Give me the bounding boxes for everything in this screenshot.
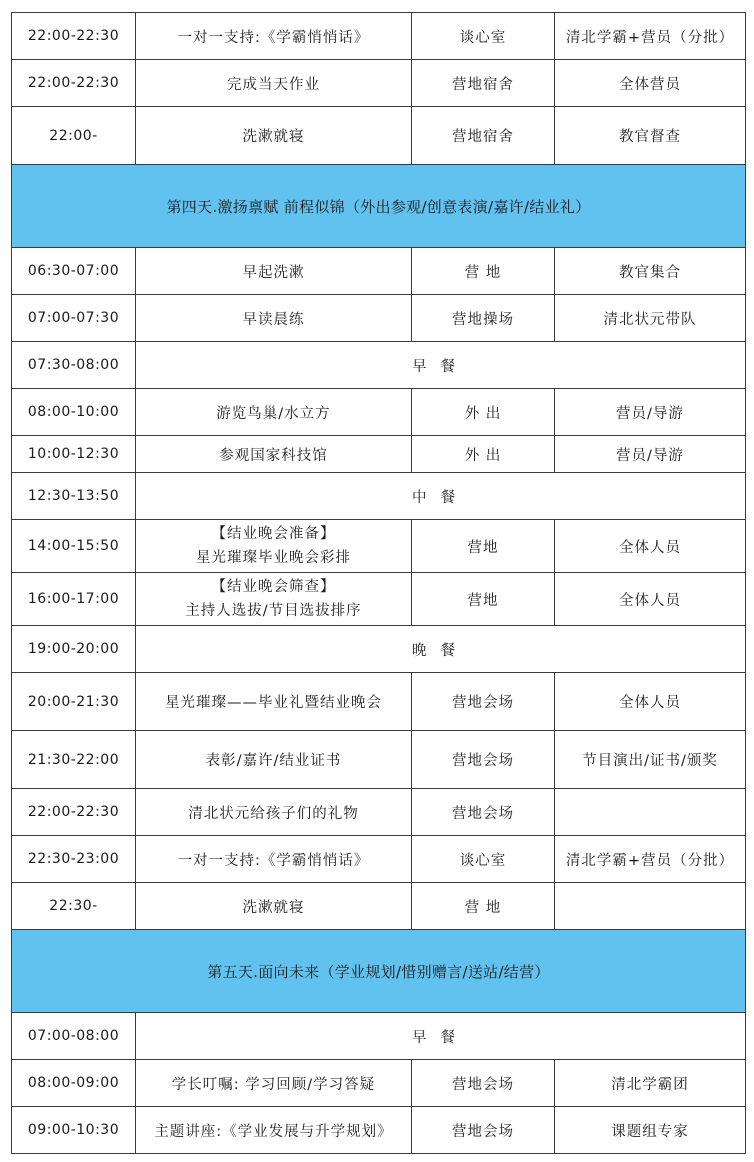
table-row: [12, 389, 746, 436]
staff-cell: 清北学霸+营员（分批）: [555, 13, 746, 60]
activity-cell: 洗漱就寝: [136, 883, 412, 930]
location-cell: 营地会场: [412, 731, 555, 789]
meal-row: [12, 1013, 746, 1060]
time-cell: 22:00-22:30: [12, 60, 136, 107]
meal-cell: [136, 1013, 746, 1060]
time-cell: 07:30-08:00: [12, 342, 136, 389]
activity-cell: 早起洗漱: [136, 248, 412, 295]
activity-cell: 洗漱就寝: [136, 107, 412, 165]
time-cell: 14:00-15:50: [12, 520, 136, 573]
table-row: [12, 436, 746, 473]
location-cell: 营地: [412, 520, 555, 573]
table-row: [12, 13, 746, 60]
activity-cell: 一对一支持:《学霸悄悄话》: [136, 836, 412, 883]
day-header-title: 第四天.激扬禀赋 前程似锦（外出参观/创意表演/嘉许/结业礼）: [12, 165, 746, 248]
activity-cell: 星光璀璨——毕业礼暨结业晚会: [136, 673, 412, 731]
time-cell: 07:00-07:30: [12, 295, 136, 342]
staff-cell: 教官督查: [555, 107, 746, 165]
time-cell: 08:00-09:00: [12, 1060, 136, 1107]
location-cell: 营地会场: [412, 673, 555, 731]
table-row: [12, 60, 746, 107]
meal-cell: [136, 626, 746, 673]
activity-cell: 参观国家科技馆: [136, 436, 412, 473]
staff-cell: [555, 883, 746, 930]
location-cell: 营地操场: [412, 295, 555, 342]
location-cell: 营地宿舍: [412, 60, 555, 107]
staff-cell: [555, 789, 746, 836]
activity-line: 【结业晚会准备】: [211, 526, 336, 542]
meal-label: 早餐: [412, 358, 469, 375]
location-cell: 营地宿舍: [412, 107, 555, 165]
staff-cell: 全体营员: [555, 60, 746, 107]
activity-cell: [136, 573, 412, 626]
time-cell: 22:30-23:00: [12, 836, 136, 883]
staff-cell: 全体人员: [555, 520, 746, 573]
meal-cell: [136, 342, 746, 389]
day-header-title: 第五天.面向未来（学业规划/惜别赠言/送站/结营）: [12, 930, 746, 1013]
staff-cell: 清北学霸团: [555, 1060, 746, 1107]
activity-cell: 主题讲座:《学业发展与升学规划》: [136, 1107, 412, 1154]
table-row: [12, 248, 746, 295]
location-cell: 营 地: [412, 248, 555, 295]
time-cell: 22:00-: [12, 107, 136, 165]
staff-cell: 营员/导游: [555, 436, 746, 473]
time-cell: 10:00-12:30: [12, 436, 136, 473]
location-cell: 外 出: [412, 389, 555, 436]
location-cell: 营地: [412, 573, 555, 626]
location-cell: 营地会场: [412, 789, 555, 836]
meal-row: [12, 473, 746, 520]
staff-cell: 营员/导游: [555, 389, 746, 436]
time-cell: 09:00-10:30: [12, 1107, 136, 1154]
activity-cell: 一对一支持:《学霸悄悄话》: [136, 13, 412, 60]
table-row: [12, 731, 746, 789]
schedule-table: [11, 12, 746, 1154]
location-cell: 谈心室: [412, 13, 555, 60]
time-cell: 21:30-22:00: [12, 731, 136, 789]
time-cell: 07:00-08:00: [12, 1013, 136, 1060]
location-cell: 营地会场: [412, 1060, 555, 1107]
meal-label: 早餐: [412, 1029, 469, 1046]
staff-cell: 全体人员: [555, 573, 746, 626]
staff-cell: 节目演出/证书/颁奖: [555, 731, 746, 789]
table-row: [12, 295, 746, 342]
table-row: [12, 107, 746, 165]
time-cell: 12:30-13:50: [12, 473, 136, 520]
time-cell: 22:00-22:30: [12, 789, 136, 836]
activity-cell: [136, 520, 412, 573]
activity-line: 【结业晚会筛查】: [211, 579, 336, 595]
day-header-row: [12, 930, 746, 1013]
location-cell: 营地会场: [412, 1107, 555, 1154]
activity-cell: 完成当天作业: [136, 60, 412, 107]
table-row: [12, 789, 746, 836]
time-cell: 19:00-20:00: [12, 626, 136, 673]
staff-cell: 课题组专家: [555, 1107, 746, 1154]
time-cell: 22:00-22:30: [12, 13, 136, 60]
table-row: [12, 883, 746, 930]
activity-cell: 清北状元给孩子们的礼物: [136, 789, 412, 836]
staff-cell: 全体人员: [555, 673, 746, 731]
location-cell: 谈心室: [412, 836, 555, 883]
time-cell: 06:30-07:00: [12, 248, 136, 295]
time-cell: 16:00-17:00: [12, 573, 136, 626]
activity-line: 星光璀璨毕业晚会彩排: [196, 550, 351, 566]
location-cell: 外 出: [412, 436, 555, 473]
time-cell: 22:30-: [12, 883, 136, 930]
table-row: [12, 520, 746, 573]
meal-row: [12, 626, 746, 673]
staff-cell: 教官集合: [555, 248, 746, 295]
meal-label: 晚餐: [412, 642, 469, 659]
table-row: [12, 673, 746, 731]
activity-cell: 学长叮嘱: 学习回顾/学习答疑: [136, 1060, 412, 1107]
meal-cell: [136, 473, 746, 520]
table-row: [12, 1107, 746, 1154]
activity-cell: 游览鸟巢/水立方: [136, 389, 412, 436]
time-cell: 08:00-10:00: [12, 389, 136, 436]
location-cell: 营 地: [412, 883, 555, 930]
activity-line: 主持人选拔/节目选拔排序: [185, 603, 362, 619]
table-row: [12, 573, 746, 626]
time-cell: 20:00-21:30: [12, 673, 136, 731]
table-row: [12, 1060, 746, 1107]
activity-cell: 表彰/嘉许/结业证书: [136, 731, 412, 789]
meal-row: [12, 342, 746, 389]
staff-cell: 清北学霸+营员（分批）: [555, 836, 746, 883]
table-row: [12, 836, 746, 883]
staff-cell: 清北状元带队: [555, 295, 746, 342]
day-header-row: [12, 165, 746, 248]
meal-label: 中餐: [412, 489, 469, 506]
activity-cell: 早读晨练: [136, 295, 412, 342]
